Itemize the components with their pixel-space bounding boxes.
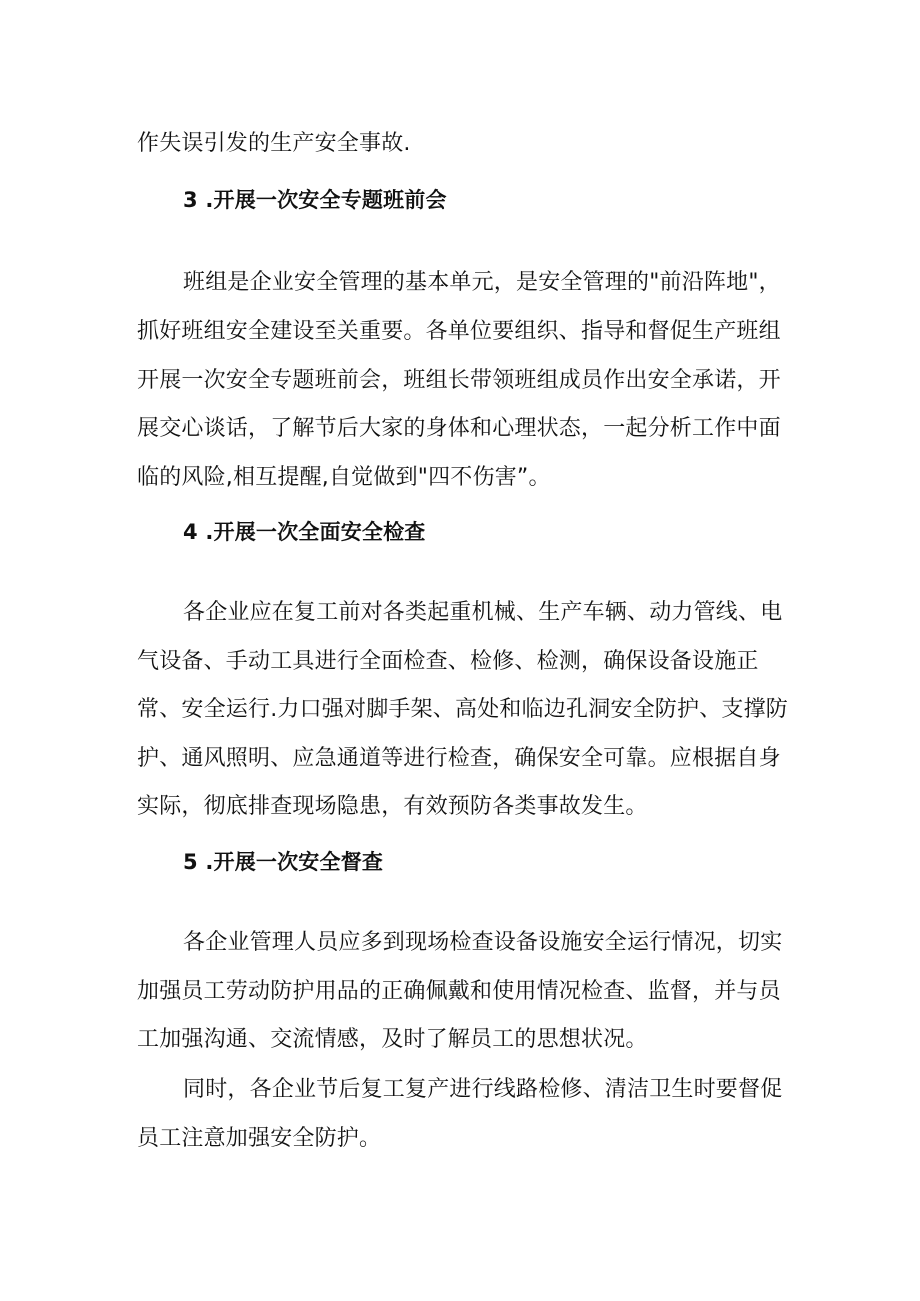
section-4-para-line: 气设备、手动工具进行全面检查、检修、检测，确保设备设施正 [137,649,759,674]
intro-tail-line: 作失误引发的生产安全事故. [137,131,411,156]
section-3-para-line: 开展一次安全专题班前会，班组长带领班组成员作出安全承诺，开 [137,368,781,393]
section-4-heading: 4 .开展一次全面安全检查 [183,520,426,544]
section-5-para-line: 员工注意加强安全防护。 [137,1126,382,1151]
section-5-heading: 5 .开展一次安全督查 [183,850,384,874]
section-5-para-line: 同时，各企业节后复工复产进行线路检修、清洁卫生时要督促 [183,1077,783,1102]
section-3-para-line: 临的风险,相互提醒,自觉做到"四不伤害”。 [137,465,551,490]
section-4-para-line: 各企业应在复工前对各类起重机械、生产车辆、动力管线、电 [183,600,783,625]
section-3-para-line: 班组是企业安全管理的基本单元，是安全管理的"前沿阵地"， [183,270,781,295]
section-5-para-line: 工加强沟通、交流情感，及时了解员工的思想状况。 [137,1027,648,1052]
section-4-para-line: 护、通风照明、应急通道等进行检查，确保安全可靠。应根据自身 [137,746,781,771]
section-4-para-line: 实际，彻底排查现场隐患，有效预防各类事故发生。 [137,794,648,819]
section-3-heading: 3 .开展一次安全专题班前会 [183,188,447,212]
section-3-para-line: 抓好班组安全建设至关重要。各单位要组织、指导和督促生产班组 [137,319,781,344]
section-5-para-line: 各企业管理人员应多到现场检查设备设施安全运行情况，切实 [183,930,783,955]
section-5-para-line: 加强员工劳动防护用品的正确佩戴和使用情况检查、监督，并与员 [137,979,781,1004]
section-4-para-line: 常、安全运行.力口强对脚手架、高处和临边孔洞安全防护、支撑防 [137,697,788,722]
section-3-para-line: 展交心谈话，了解节后大家的身体和心理状态，一起分析工作中面 [137,416,781,441]
